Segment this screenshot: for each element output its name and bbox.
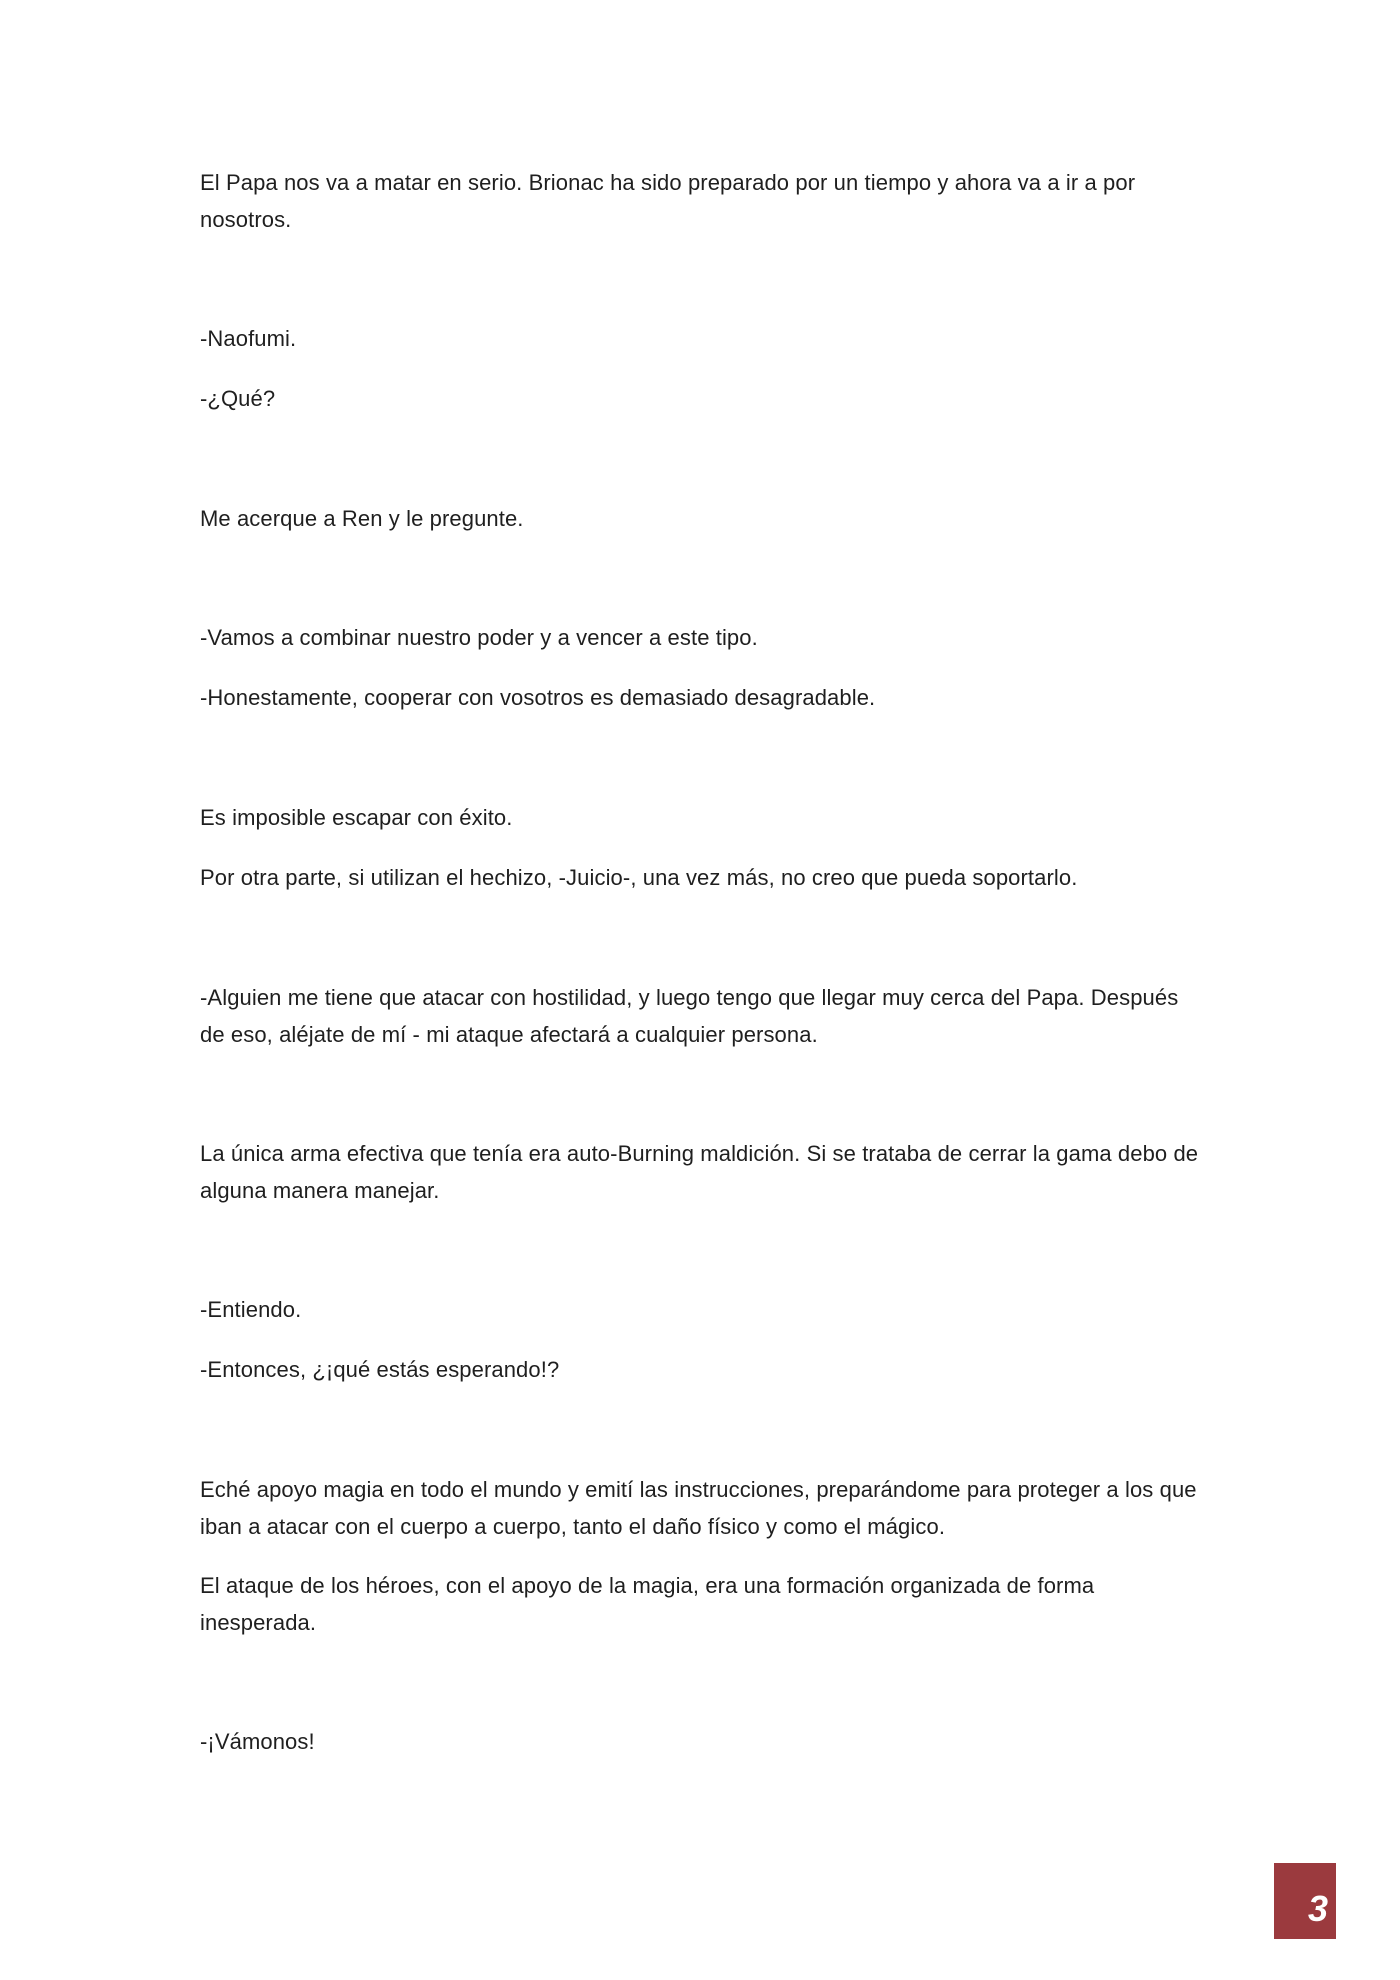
paragraph-8: Por otra parte, si utilizan el hechizo, -Juicio-, una vez más, no creo que pueda soportarlo. [200,865,1078,890]
paragraph-14: El ataque de los héroes, con el apoyo de la magia, era una formación organizada de forma inesperada. [200,1573,1095,1635]
page-number-badge [1274,1863,1336,1935]
page-number-underline [1274,1935,1336,1939]
paragraph-2: -Naofumi. [200,326,297,351]
paragraph-3: -¿Qué? [200,386,276,411]
paragraph-1: El Papa nos va a matar en serio. Brionac ha sido preparado por un tiempo y ahora va a ir a por nosotros. [200,170,1136,232]
paragraph-9: -Alguien me tiene que atacar con hostilidad, y luego tengo que llegar muy cerca del Papa. Después de eso, aléjate de mí - mi ataque afectará a cualquier persona. [200,985,1179,1047]
paragraph-10: La única arma efectiva que tenía era auto-Burning maldición. Si se trataba de cerrar la gama debo de alguna manera manejar. [200,1141,1199,1203]
page-number: 3 [1307,1888,1328,1929]
paragraph-15: -¡Vámonos! [200,1729,315,1754]
paragraph-7: Es imposible escapar con éxito. [200,805,513,830]
paragraph-12: -Entonces, ¿¡qué estás esperando!? [200,1357,560,1382]
paragraph-4: Me acerque a Ren y le pregunte. [200,506,524,531]
paragraph-13: Eché apoyo magia en todo el mundo y emití las instrucciones, preparándome para proteger a los que iban a atacar con el cuerpo a cuerpo, tanto el daño físico y como el mágico. [200,1477,1197,1539]
paragraph-11: -Entiendo. [200,1297,302,1322]
paragraph-6: -Honestamente, cooperar con vosotros es demasiado desagradable. [200,685,876,710]
paragraph-5: -Vamos a combinar nuestro poder y a vencer a este tipo. [200,625,758,650]
